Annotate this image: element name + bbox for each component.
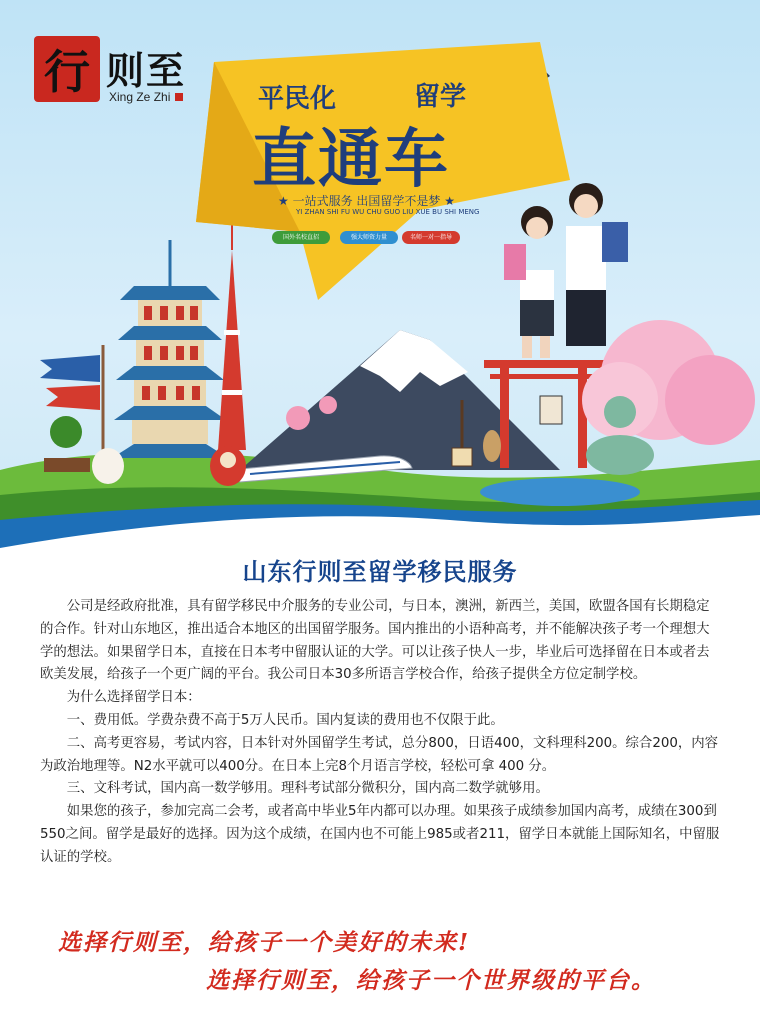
- logo-pinyin: Xing Ze Zhi: [109, 90, 171, 104]
- banner-headline: 直通车: [252, 123, 450, 197]
- feature-pill: 名师一对一指导: [402, 231, 460, 244]
- banner-line-small-left: 平民化: [258, 84, 337, 114]
- slogan-line: 选择行则至，给孩子一个世界级的平台。: [206, 967, 656, 994]
- banner-tagline: ★ 一站式服务 出国留学不是梦 ★: [278, 194, 455, 208]
- paragraph: 如果您的孩子，参加完高二会考，或者高中毕业5年内都可以办理。如果孩子成绩参加国内高考，成绩在300到550之间。留学是最好的选择。因为这个成绩，在国内也不可能上985或者211，留学日本就能上国际知名，中留服认证的学校。: [40, 804, 720, 865]
- page-title: 山东行则至留学移民服务: [242, 558, 518, 586]
- body-text: [40, 596, 720, 870]
- paragraph: 公司是经政府批准，具有留学移民中介服务的专业公司，与日本，澳洲，新西兰，美国，欧盟各国有长期稳定的合作。针对山东地区，推出适合本地区的出国留学服务。国内推出的小语种高考，并不能解决孩子考一个理想大学的想法。如果留学日本，直接在日本考中留服认证的大学。可以让孩子快人一步，毕业后可选择留在日本或者去欧美发展，给孩子一个更广阔的平台。我公司日本30多所语言学校合作，给孩子提供全方位定制学校。: [40, 599, 710, 683]
- feature-pill: 强大师资力量: [340, 231, 398, 244]
- feature-pill: 国外名校直招: [272, 231, 330, 244]
- logo-name: 则至: [106, 48, 187, 93]
- star-icon: ★: [278, 194, 293, 208]
- paragraph: 为什么选择留学日本：: [66, 690, 201, 706]
- paragraph: 二、高考更容易，考试内容，日本针对外国留学生考试，总分800，日语400，文科理科200。综合200，内容为政治地理等。N2水平就可以400分。在日本上完8个月语言学校，轻松可拿 400 分。: [40, 735, 719, 774]
- star-icon: ★: [440, 194, 455, 208]
- logo-dot: [175, 93, 183, 101]
- paragraph: 一、费用低。学费杂费不高于5万人民币。国内复读的费用也不仅限于此。: [66, 712, 504, 728]
- paragraph: 三、文科考试，国内高一数学够用。理科考试部分微积分，国内高二数学就够用。: [66, 781, 549, 797]
- banner-line-small-right: 留学: [414, 82, 467, 112]
- banner-pinyin: YI ZHAN SHI FU WU CHU GUO LIU XUE BU SHI MENG: [296, 208, 480, 216]
- logo-mark: 行: [34, 36, 100, 102]
- slogan-line: 选择行则至，给孩子一个美好的未来!: [58, 929, 471, 956]
